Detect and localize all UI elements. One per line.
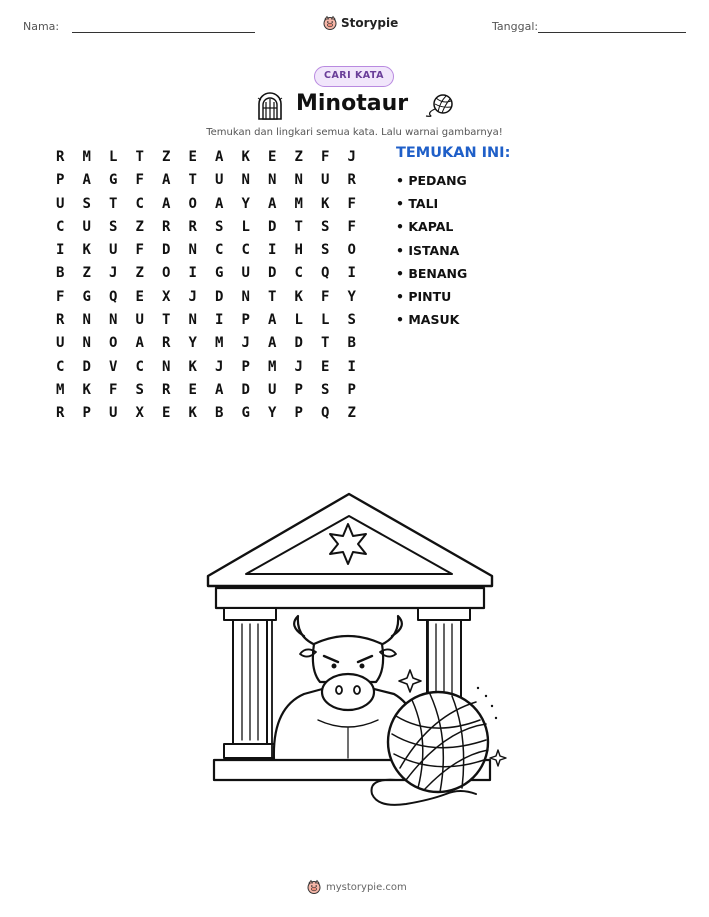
grid-cell[interactable]: K — [294, 288, 303, 305]
grid-cell[interactable]: I — [188, 265, 197, 282]
grid-cell[interactable]: J — [347, 149, 356, 165]
grid-cell[interactable]: N — [82, 312, 91, 329]
grid-cell[interactable]: D — [82, 358, 91, 375]
pig-logo-icon — [306, 879, 322, 895]
grid-cell[interactable]: F — [109, 381, 118, 398]
grid-cell[interactable]: U — [56, 335, 65, 352]
grid-cell[interactable]: P — [241, 312, 250, 329]
grid-cell[interactable]: N — [109, 312, 118, 329]
sparkle-icon — [399, 670, 421, 692]
grid-cell[interactable]: P — [241, 358, 250, 375]
grid-cell[interactable]: U — [82, 218, 91, 235]
grid-cell[interactable]: K — [321, 195, 330, 212]
grid-cell[interactable]: G — [241, 405, 250, 422]
grid-cell[interactable]: M — [215, 335, 224, 352]
grid-cell[interactable]: C — [241, 242, 250, 259]
grid-cell[interactable]: T — [135, 149, 144, 165]
grid-cell[interactable]: S — [321, 218, 330, 235]
word-item: • PEDANG — [396, 173, 467, 188]
grid-cell[interactable]: N — [241, 172, 250, 189]
grid-cell[interactable]: C — [135, 358, 144, 375]
date-line[interactable] — [538, 32, 686, 33]
word-item: • TALI — [396, 196, 439, 212]
grid-cell[interactable]: D — [268, 218, 277, 235]
grid-cell[interactable]: Q — [321, 405, 330, 422]
grid-cell[interactable]: A — [268, 335, 277, 352]
grid-cell[interactable]: A — [215, 149, 224, 165]
grid-cell[interactable]: A — [82, 172, 91, 189]
grid-cell[interactable]: K — [241, 149, 250, 165]
grid-cell[interactable]: N — [188, 312, 197, 329]
grid-cell[interactable]: T — [294, 218, 303, 235]
grid-cell[interactable]: K — [82, 242, 91, 259]
worksheet-tag: CARI KATA — [314, 66, 394, 87]
grid-cell[interactable]: A — [268, 312, 277, 329]
grid-cell[interactable]: F — [347, 195, 356, 212]
grid-cell[interactable]: D — [241, 381, 250, 398]
word-item: • BENANG — [396, 265, 468, 281]
date-label: Tanggal: — [492, 20, 539, 33]
word-item: • MASUK — [396, 312, 460, 328]
grid-cell[interactable]: D — [294, 335, 303, 352]
grid-cell[interactable]: U — [109, 405, 118, 422]
grid-cell[interactable]: O — [162, 265, 171, 282]
grid-cell[interactable]: G — [82, 288, 91, 305]
grid-cell[interactable]: Y — [241, 195, 250, 212]
grid-cell[interactable]: Z — [135, 265, 144, 282]
footer — [306, 879, 407, 895]
grid-cell[interactable]: R — [56, 405, 65, 422]
grid-cell[interactable]: L — [321, 312, 330, 329]
grid-cell[interactable]: C — [56, 218, 65, 235]
grid-cell[interactable]: F — [321, 149, 330, 165]
grid-cell[interactable]: J — [241, 335, 250, 352]
sparkle-icon — [490, 750, 506, 766]
grid-cell[interactable]: U — [135, 312, 144, 329]
grid-cell[interactable]: F — [321, 288, 330, 305]
grid-cell[interactable]: R — [56, 312, 65, 329]
grid-cell[interactable]: S — [347, 312, 356, 329]
grid-cell[interactable]: P — [82, 405, 91, 422]
grid-cell[interactable]: N — [268, 172, 277, 189]
find-title: TEMUKAN INI: — [396, 145, 511, 161]
pig-logo-icon — [322, 15, 338, 31]
grid-cell[interactable]: N — [294, 172, 303, 189]
grid-cell[interactable]: Z — [347, 405, 356, 422]
grid-cell[interactable]: X — [162, 288, 171, 305]
grid-cell[interactable]: S — [321, 381, 330, 398]
grid-cell[interactable]: T — [162, 312, 171, 329]
word-list — [396, 172, 467, 334]
grid-cell[interactable]: K — [188, 358, 197, 375]
grid-cell[interactable]: H — [294, 242, 303, 259]
grid-cell[interactable]: I — [215, 312, 224, 329]
footer-url[interactable]: mystorypie.com — [326, 881, 407, 893]
grid-cell[interactable]: N — [82, 335, 91, 352]
grid-cell[interactable]: Q — [109, 288, 118, 305]
grid-cell[interactable]: J — [188, 288, 197, 305]
dungeon-door-icon — [256, 92, 284, 120]
yarn-ball-icon — [424, 92, 456, 118]
grid-cell[interactable]: Z — [294, 149, 303, 165]
grid-cell[interactable]: X — [135, 405, 144, 422]
minotaur-temple-illustration — [200, 488, 520, 823]
grid-cell[interactable]: R — [162, 218, 171, 235]
grid-cell[interactable]: O — [188, 195, 197, 212]
grid-cell[interactable]: L — [241, 218, 250, 235]
grid-cell[interactable]: Z — [162, 149, 171, 165]
word-item: • KAPAL — [396, 219, 454, 235]
brand — [322, 13, 398, 33]
grid-cell[interactable]: D — [215, 288, 224, 305]
grid-cell[interactable]: U — [321, 172, 330, 189]
grid-cell[interactable]: B — [347, 335, 356, 352]
grid-cell[interactable]: I — [347, 358, 356, 375]
grid-cell[interactable]: O — [347, 242, 356, 259]
grid-cell[interactable]: B — [215, 405, 224, 422]
grid-cell[interactable]: D — [162, 242, 171, 259]
grid-cell[interactable]: I — [56, 242, 65, 259]
grid-cell[interactable]: K — [82, 381, 91, 398]
grid-cell[interactable]: I — [347, 265, 356, 282]
grid-cell[interactable]: K — [188, 405, 197, 422]
instructions: Temukan dan lingkari semua kata. Lalu warnai gambarnya! — [206, 127, 503, 138]
grid-cell[interactable]: A — [268, 195, 277, 212]
grid-cell[interactable]: Y — [268, 405, 277, 422]
grid-cell[interactable]: V — [109, 358, 118, 375]
grid-cell[interactable]: M — [82, 149, 91, 165]
grid-cell[interactable]: P — [294, 405, 303, 422]
grid-cell[interactable]: N — [162, 358, 171, 375]
grid-cell[interactable]: T — [109, 195, 118, 212]
grid-cell[interactable]: C — [56, 358, 65, 375]
grid-cell[interactable]: E — [135, 288, 144, 305]
grid-cell[interactable]: T — [321, 335, 330, 352]
grid-cell[interactable]: R — [162, 381, 171, 398]
grid-cell[interactable]: S — [82, 195, 91, 212]
grid-cell[interactable]: U — [109, 242, 118, 259]
grid-cell[interactable]: Q — [321, 265, 330, 282]
grid-cell[interactable]: D — [268, 265, 277, 282]
grid-cell[interactable]: C — [215, 242, 224, 259]
word-item: • ISTANA — [396, 242, 460, 258]
grid-cell[interactable]: P — [56, 172, 65, 189]
grid-cell[interactable]: L — [294, 312, 303, 329]
grid-cell[interactable]: U — [241, 265, 250, 282]
grid-cell[interactable]: A — [215, 195, 224, 212]
grid-cell[interactable]: S — [215, 218, 224, 235]
grid-cell[interactable]: R — [56, 149, 65, 165]
grid-cell[interactable]: R — [188, 218, 197, 235]
grid-cell[interactable]: E — [162, 405, 171, 422]
grid-cell[interactable]: J — [294, 358, 303, 375]
grid-cell[interactable]: R — [347, 172, 356, 189]
grid-cell[interactable]: L — [109, 149, 118, 165]
grid-cell[interactable]: U — [268, 381, 277, 398]
grid-cell[interactable]: S — [135, 381, 144, 398]
grid-cell[interactable]: R — [162, 335, 171, 352]
grid-cell[interactable]: T — [268, 288, 277, 305]
grid-cell[interactable]: I — [268, 242, 277, 259]
word-item: • PINTU — [396, 288, 452, 304]
grid-cell[interactable]: G — [109, 172, 118, 189]
grid-cell[interactable]: A — [162, 172, 171, 189]
brand-name: Storypie — [341, 16, 399, 30]
letter-grid[interactable] — [47, 146, 365, 426]
grid-cell[interactable]: E — [188, 149, 197, 165]
grid-cell[interactable]: U — [215, 172, 224, 189]
grid-cell[interactable]: N — [241, 288, 250, 305]
grid-cell[interactable]: Z — [82, 265, 91, 282]
grid-cell[interactable]: Y — [347, 288, 356, 305]
page-title: Minotaur — [296, 91, 409, 116]
grid-cell[interactable]: M — [56, 381, 65, 398]
grid-cell[interactable]: J — [109, 265, 118, 282]
grid-cell[interactable]: Z — [135, 218, 144, 235]
name-label: Nama: — [23, 20, 60, 33]
grid-cell[interactable]: U — [56, 195, 65, 212]
grid-cell[interactable]: A — [135, 335, 144, 352]
grid-cell[interactable]: A — [215, 381, 224, 398]
grid-cell[interactable]: Y — [188, 335, 197, 352]
grid-cell[interactable]: E — [321, 358, 330, 375]
grid-cell[interactable]: B — [56, 265, 65, 282]
name-line[interactable] — [72, 32, 255, 33]
grid-cell[interactable]: S — [321, 242, 330, 259]
grid-cell[interactable]: E — [188, 381, 197, 398]
grid-cell[interactable]: G — [215, 265, 224, 282]
grid-cell[interactable]: S — [109, 218, 118, 235]
grid-cell[interactable]: F — [56, 288, 65, 305]
grid-cell[interactable]: M — [268, 358, 277, 375]
grid-cell[interactable]: F — [135, 172, 144, 189]
grid-cell[interactable]: F — [135, 242, 144, 259]
grid-cell[interactable]: J — [215, 358, 224, 375]
grid-cell[interactable]: O — [109, 335, 118, 352]
grid-cell[interactable]: F — [347, 218, 356, 235]
grid-cell[interactable]: C — [294, 265, 303, 282]
grid-cell[interactable]: M — [294, 195, 303, 212]
grid-cell[interactable]: T — [188, 172, 197, 189]
grid-cell[interactable]: E — [268, 149, 277, 165]
grid-cell[interactable]: P — [294, 381, 303, 398]
grid-cell[interactable]: C — [135, 195, 144, 212]
grid-cell[interactable]: P — [347, 381, 356, 398]
grid-cell[interactable]: N — [188, 242, 197, 259]
grid-cell[interactable]: A — [162, 195, 171, 212]
